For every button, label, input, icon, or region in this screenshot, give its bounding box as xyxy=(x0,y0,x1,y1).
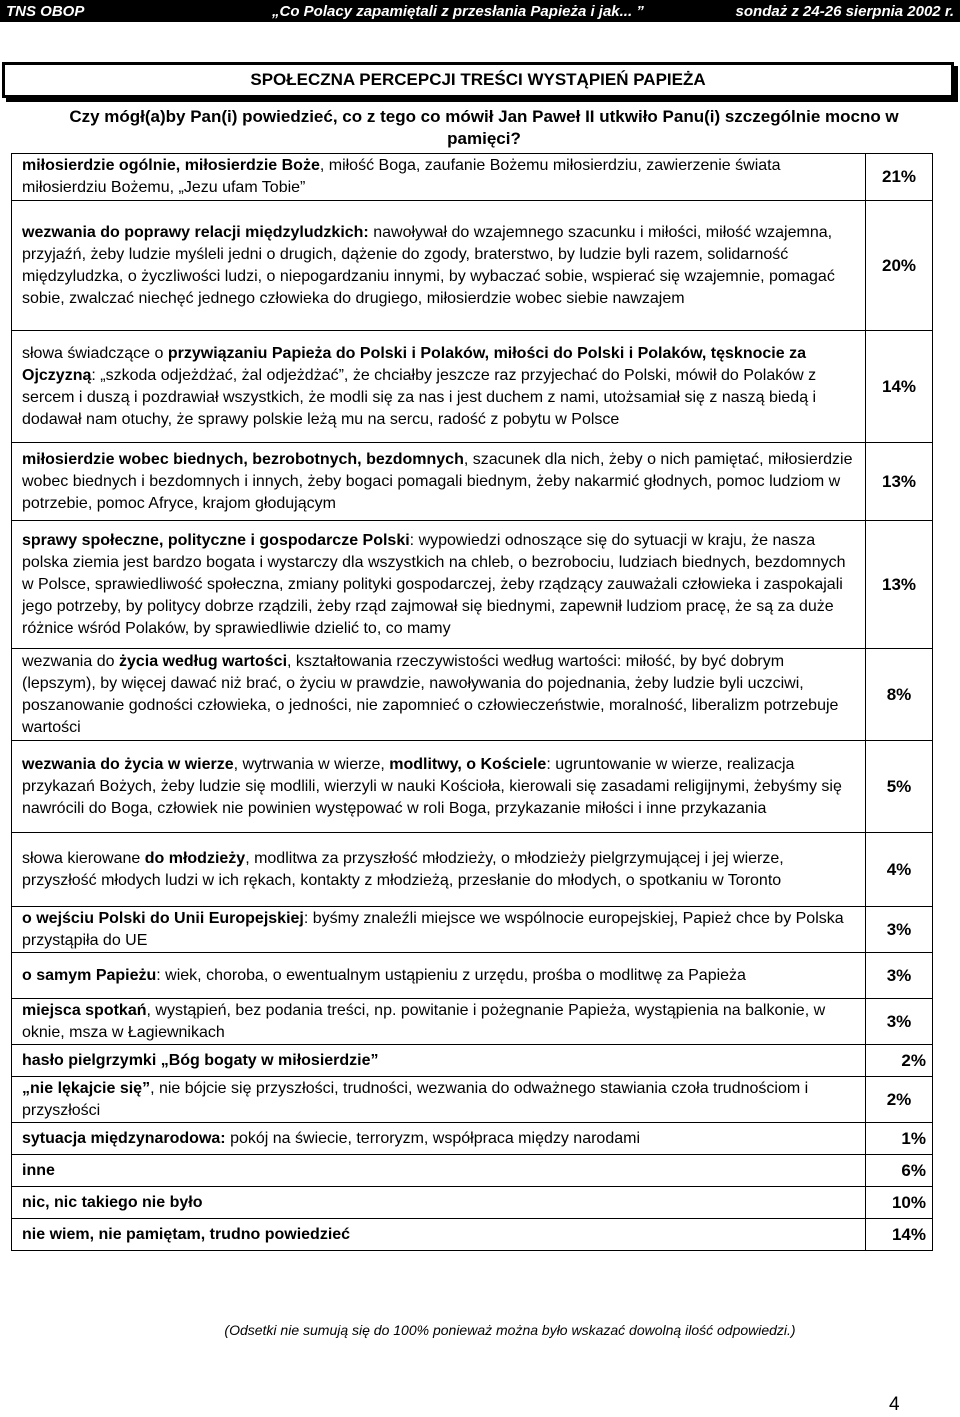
section-title: SPOŁECZNA PERCEPCJI TREŚCI WYSTĄPIEŃ PAPIEŻA xyxy=(250,70,706,89)
response-percentage: 2% xyxy=(866,1077,933,1123)
category-keyword: życia według wartości xyxy=(118,652,288,670)
survey-question: Czy mógł(a)by Pan(i) powiedzieć, co z tego co mówił Jan Paweł II utkwiło Panu(i) szczególnie mocno w pamięci? xyxy=(69,107,899,148)
response-category xyxy=(12,999,866,1045)
category-text: wezwania do xyxy=(22,652,119,670)
category-keyword: miłosierdzie wobec biednych, bezrobotnych, bezdomnych xyxy=(22,450,464,468)
category-text: : wypowiedzi odnoszące się do sytuacji w kraju, że nasza polska ziemia jest bardzo bogata i wystarczy dla wszystkich na chleb, o bezrobociu, ludziach biednych, bezdomnych w Polsce, sprawiedliwość społeczna, zmiany polityki gospodarczej, żeby rządzący zauważali człowieka i zaspokajali jego potrzeby, by politycy dobrze rządzili, żeby rząd zajmował się biednymi, zapewnił ludziom pracę, że są za duże różnice wśród Polaków, by sprawiedliwie dzielić to, co mamy xyxy=(22,531,846,637)
table-row xyxy=(12,521,933,649)
response-percentage: 5% xyxy=(866,741,933,833)
response-category xyxy=(12,1187,866,1219)
table-row xyxy=(12,907,933,953)
category-text: : ugruntowanie w wierze, realizacja przykazań Bożych, żeby ludzie się modlili, wierzyli w nauki Kościoła, kierowali się zasadami religijnymi, żebyśmy się nawrócili do Boga, człowiek nie powinien występować w roli Boga, przykazanie miłości i inne przykazania xyxy=(22,755,842,817)
response-category xyxy=(12,201,866,331)
response-percentage: 13% xyxy=(866,521,933,649)
table-row xyxy=(12,741,933,833)
category-keyword: modlitwy, o Kościele xyxy=(389,755,547,773)
response-percentage: 2% xyxy=(866,1045,933,1077)
response-percentage: 3% xyxy=(866,953,933,999)
table-row xyxy=(12,833,933,907)
response-category xyxy=(12,1077,866,1123)
category-keyword: sprawy społeczne, polityczne i gospodarcze Polski xyxy=(22,531,410,549)
category-text: : „szkoda odjeżdżać, żal odjeżdżać”, że chciałby jeszcze raz przyjechać do Polski, mówił do Polaków z sercem i duszą i pozdrawiał wszystkich, że modli się za nas i jest duchem z nami, utożsamiał się z naszą biedą i dodawał nam otuchy, że sprawy polskie leżą mu na sercu, radość z pobytu w Polsce xyxy=(22,366,817,428)
response-category xyxy=(12,833,866,907)
response-percentage: 3% xyxy=(866,999,933,1045)
category-keyword: miejsca spotkań xyxy=(22,1001,147,1019)
category-keyword: nie wiem, nie pamiętam, trudno powiedzieć xyxy=(22,1225,351,1243)
table-row xyxy=(12,154,933,201)
category-text: , nie bójcie się przyszłości, trudności, wezwania do odważnego stawiania czoła trudnościom i przyszłości xyxy=(22,1079,809,1119)
response-percentage: 4% xyxy=(866,833,933,907)
response-category xyxy=(12,331,866,443)
table-row xyxy=(12,443,933,521)
response-category xyxy=(12,1045,866,1077)
table-row xyxy=(12,201,933,331)
response-category xyxy=(12,1155,866,1187)
table-row xyxy=(12,1187,933,1219)
category-keyword: nic, nic takiego nie było xyxy=(22,1193,203,1211)
category-keyword: o samym Papieżu xyxy=(22,966,157,984)
page-number: 4 xyxy=(889,1394,900,1415)
table-row xyxy=(12,1077,933,1123)
category-text: , szacunek dla nich, żeby o nich pamiętać, miłosierdzie wobec biednych i bezdomnych i innych, żeby bogaci pomagali biednym, żeby nakarmić głodnych, pomoc ludziom w potrzebie, pomoc Afryce, krajom głodującym xyxy=(22,450,853,512)
table-row xyxy=(12,1155,933,1187)
table-row xyxy=(12,1219,933,1251)
category-text: , wystąpień, bez podania treści, np. powitanie i pożegnanie Papieża, wystąpienia na balkonie, w oknie, msza w Łagiewnikach xyxy=(22,1001,826,1041)
response-percentage: 21% xyxy=(866,154,933,201)
table-row xyxy=(12,331,933,443)
responses-table xyxy=(11,153,933,1251)
category-text: , miłość Boga, zaufanie Bożemu miłosierdziu, zawierzenie świata miłosierdziu Bożemu, „Jezu ufam Tobie” xyxy=(22,157,781,196)
category-keyword: do młodzieży xyxy=(144,849,246,867)
response-category xyxy=(12,154,866,201)
header-report-title: „Co Polacy zapamiętali z przesłania Papieża i jak... ” xyxy=(272,2,644,20)
response-percentage: 13% xyxy=(866,443,933,521)
response-category xyxy=(12,443,866,521)
response-category xyxy=(12,953,866,999)
category-keyword: „nie lękajcie się” xyxy=(22,1079,151,1097)
response-percentage: 3% xyxy=(866,907,933,953)
category-keyword: inne xyxy=(22,1161,55,1179)
table-row xyxy=(12,999,933,1045)
response-category xyxy=(12,649,866,741)
category-text: słowa świadczące o xyxy=(22,344,168,362)
category-text: nawoływał do wzajemnego szacunku i miłości, miłość wzajemna, przyjaźń, żeby ludzie myśleli jedni o drugich, dążenie do zgody, braterstwo, by ludzie byli razem, solidarność międzyludzka, o życzliwości ludzi, o niepogardzaniu innymi, by wybaczać sobie, wspierać się wzajemnie, pomagać sobie, zwalczać niechęć jednego człowieka do drugiego, miłosierdzie wobec siebie nawzajem xyxy=(22,223,835,307)
response-percentage: 14% xyxy=(866,1219,933,1251)
table-row xyxy=(12,1045,933,1077)
response-percentage: 1% xyxy=(866,1123,933,1155)
category-text: pokój na świecie, terroryzm, współpraca między narodami xyxy=(225,1129,641,1147)
section-title-box xyxy=(2,62,954,98)
response-category xyxy=(12,1123,866,1155)
header-survey-date: sondaż z 24-26 sierpnia 2002 r. xyxy=(735,2,954,20)
category-keyword: wezwania do poprawy relacji międzyludzkich: xyxy=(22,223,369,241)
category-text: , wytrwania w wierze, xyxy=(233,755,390,773)
response-percentage: 6% xyxy=(866,1155,933,1187)
header-source: TNS OBOP xyxy=(6,2,85,20)
table-row xyxy=(12,649,933,741)
footnote: (Odsetki nie sumują się do 100% ponieważ można było wskazać dowolną ilość odpowiedzi.) xyxy=(224,1322,796,1338)
category-text: słowa kierowane xyxy=(22,849,145,867)
response-percentage: 20% xyxy=(866,201,933,331)
category-keyword: hasło pielgrzymki „Bóg bogaty w miłosierdzie” xyxy=(22,1051,379,1069)
category-keyword: o wejściu Polski do Unii Europejskiej xyxy=(22,909,304,927)
table-row xyxy=(12,1123,933,1155)
category-keyword: miłosierdzie ogólnie, miłosierdzie Boże xyxy=(22,157,320,174)
category-text: : byśmy znaleźli miejsce we wspólnocie europejskiej, Papież chce by Polska przystąpiła do UE xyxy=(22,909,844,949)
response-percentage: 14% xyxy=(866,331,933,443)
table-row xyxy=(12,953,933,999)
response-percentage: 10% xyxy=(866,1187,933,1219)
category-keyword: sytuacja międzynarodowa: xyxy=(22,1129,226,1147)
response-category xyxy=(12,1219,866,1251)
response-category xyxy=(12,741,866,833)
category-text: , modlitwa za przyszłość młodzieży, o młodzieży pielgrzymującej i jej wierze, przyszłość młodych ludzi w ich rękach, kontakty z młodzieżą, przesłanie do młodych, o spotkaniu w Toronto xyxy=(22,849,784,889)
category-keyword: przywiązaniu Papieża do Polski i Polaków, miłości do Polski i Polaków, tęsknocie za Ojczyzną xyxy=(22,344,806,384)
category-text: : wiek, choroba, o ewentualnym ustąpieniu z urzędu, prośba o modlitwę za Papieża xyxy=(156,966,746,984)
response-category xyxy=(12,907,866,953)
header-bar xyxy=(0,0,960,22)
category-text: , kształtowania rzeczywistości według wartości: miłość, by być dobrym (lepszym), by więcej dawać niż brać, o życiu w prawdzie, nawoływania do pojednania, żeby ludzie byli uczciwi, poszanowanie godności człowieka, o jedności, nie zapomnieć o człowieczeństwie, moralność, liberalizm potrzebuje wartości xyxy=(22,652,839,736)
category-keyword: wezwania do życia w wierze xyxy=(22,755,234,773)
response-percentage: 8% xyxy=(866,649,933,741)
response-category xyxy=(12,521,866,649)
